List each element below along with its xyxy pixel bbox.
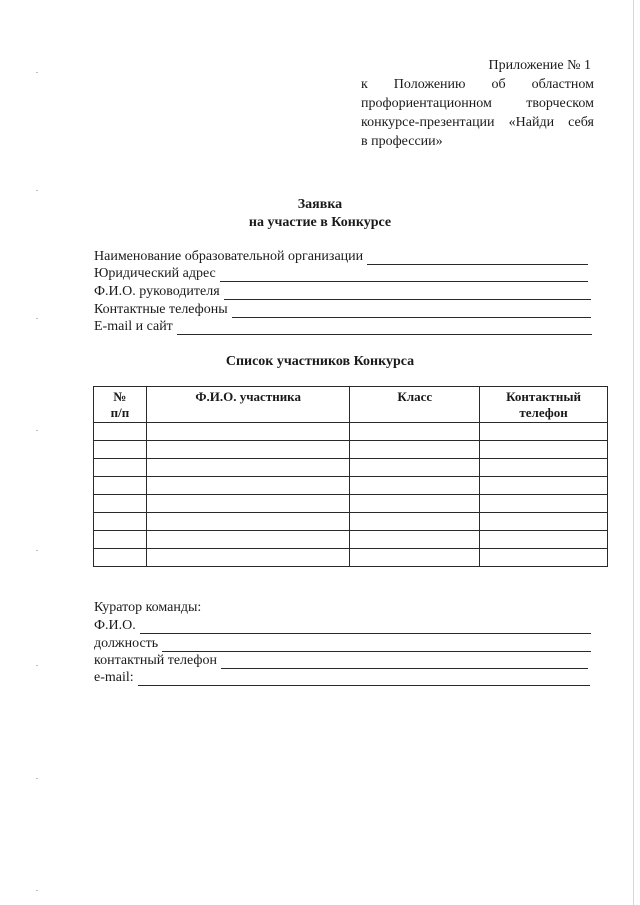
table-row xyxy=(94,513,608,531)
curator-field-email xyxy=(94,669,590,686)
fill-line[interactable] xyxy=(232,305,591,318)
fill-line[interactable] xyxy=(221,656,588,669)
field-label: контактный телефон xyxy=(94,653,217,668)
header-number-line: п/п xyxy=(110,405,130,420)
header-number-line: № xyxy=(113,389,127,404)
field-legal-address xyxy=(94,265,588,282)
table-cell[interactable] xyxy=(146,531,350,549)
scan-speck xyxy=(36,72,38,73)
annex-block xyxy=(361,56,594,151)
header-phone-line: телефон xyxy=(519,405,568,420)
table-cell[interactable] xyxy=(94,531,147,549)
table-row xyxy=(94,441,608,459)
table-cell[interactable] xyxy=(94,441,147,459)
curator-heading-row xyxy=(94,599,394,616)
curator-field-phone xyxy=(94,652,588,669)
curator-heading: Куратор команды: xyxy=(94,600,202,615)
field-label: Контактные телефоны xyxy=(94,302,228,317)
table-cell[interactable] xyxy=(480,477,608,495)
table-row xyxy=(94,477,608,495)
field-label: Ф.И.О. руководителя xyxy=(94,284,220,299)
annex-heading: Приложение № 1 xyxy=(488,58,591,73)
table-cell[interactable] xyxy=(480,441,608,459)
table-cell[interactable] xyxy=(146,549,350,567)
annex-text-line: конкурсе-презентации «Найди себя xyxy=(361,115,594,130)
table-cell[interactable] xyxy=(350,441,480,459)
field-label: e-mail: xyxy=(94,670,134,685)
table-cell[interactable] xyxy=(94,549,147,567)
scan-speck xyxy=(36,550,38,551)
table-cell[interactable] xyxy=(350,531,480,549)
table-cell[interactable] xyxy=(94,495,147,513)
table-row xyxy=(94,495,608,513)
table-cell[interactable] xyxy=(146,513,350,531)
field-label: должность xyxy=(94,636,159,651)
header-number xyxy=(94,387,147,423)
table-row xyxy=(94,459,608,477)
table-cell[interactable] xyxy=(146,459,350,477)
scan-speck xyxy=(36,665,38,666)
table-cell[interactable] xyxy=(480,495,608,513)
table-row xyxy=(94,423,608,441)
table-row xyxy=(94,549,608,567)
field-label: Ф.И.О. xyxy=(94,618,136,633)
field-label: Наименование образовательной организации xyxy=(94,249,364,264)
header-name: Ф.И.О. участника xyxy=(146,387,350,423)
annex-text-line: в профессии» xyxy=(361,134,443,149)
table-cell[interactable] xyxy=(94,513,147,531)
field-label: E-mail и сайт xyxy=(94,319,173,334)
table-cell[interactable] xyxy=(350,477,480,495)
curator-field-name xyxy=(94,617,591,634)
table-cell[interactable] xyxy=(350,459,480,477)
table-cell[interactable] xyxy=(146,495,350,513)
table-cell[interactable] xyxy=(480,459,608,477)
fill-line[interactable] xyxy=(177,322,592,335)
table-cell[interactable] xyxy=(350,495,480,513)
table-cell[interactable] xyxy=(94,477,147,495)
field-label: Юридический адрес xyxy=(94,266,216,281)
application-subtitle: на участие в Конкурсе xyxy=(248,215,392,230)
field-phones xyxy=(94,301,591,318)
table-row xyxy=(94,531,608,549)
table-header-row xyxy=(94,387,608,423)
page-edge-line xyxy=(633,0,634,905)
fill-line[interactable] xyxy=(138,673,590,686)
fill-line[interactable] xyxy=(367,252,588,265)
table-cell[interactable] xyxy=(146,441,350,459)
header-phone-line: Контактный xyxy=(506,389,581,404)
curator-field-position xyxy=(94,635,591,652)
field-director xyxy=(94,283,591,300)
fill-line[interactable] xyxy=(162,639,591,652)
application-title: Заявка xyxy=(297,197,343,212)
scan-speck xyxy=(36,890,38,891)
table-cell[interactable] xyxy=(94,459,147,477)
scan-speck xyxy=(36,190,38,191)
table-cell[interactable] xyxy=(94,423,147,441)
table-cell[interactable] xyxy=(480,423,608,441)
participants-title: Список участников Конкурса xyxy=(225,354,415,369)
fill-line[interactable] xyxy=(224,287,591,300)
field-email-site xyxy=(94,318,592,335)
scan-speck xyxy=(36,318,38,319)
annex-text-line: к Положению об областном xyxy=(361,77,594,92)
header-phone xyxy=(480,387,608,423)
table-cell[interactable] xyxy=(480,549,608,567)
table-cell[interactable] xyxy=(350,513,480,531)
table-cell[interactable] xyxy=(350,549,480,567)
scan-speck xyxy=(36,430,38,431)
table-cell[interactable] xyxy=(480,513,608,531)
table-cell[interactable] xyxy=(480,531,608,549)
fill-line[interactable] xyxy=(140,621,591,634)
table-cell[interactable] xyxy=(350,423,480,441)
annex-text-line: профориентационном творческом xyxy=(361,96,594,111)
fill-line[interactable] xyxy=(220,269,588,282)
table-cell[interactable] xyxy=(146,423,350,441)
field-organization xyxy=(94,248,588,265)
scan-speck xyxy=(36,778,38,779)
table-cell[interactable] xyxy=(146,477,350,495)
header-class: Класс xyxy=(350,387,480,423)
participants-table xyxy=(93,386,608,567)
